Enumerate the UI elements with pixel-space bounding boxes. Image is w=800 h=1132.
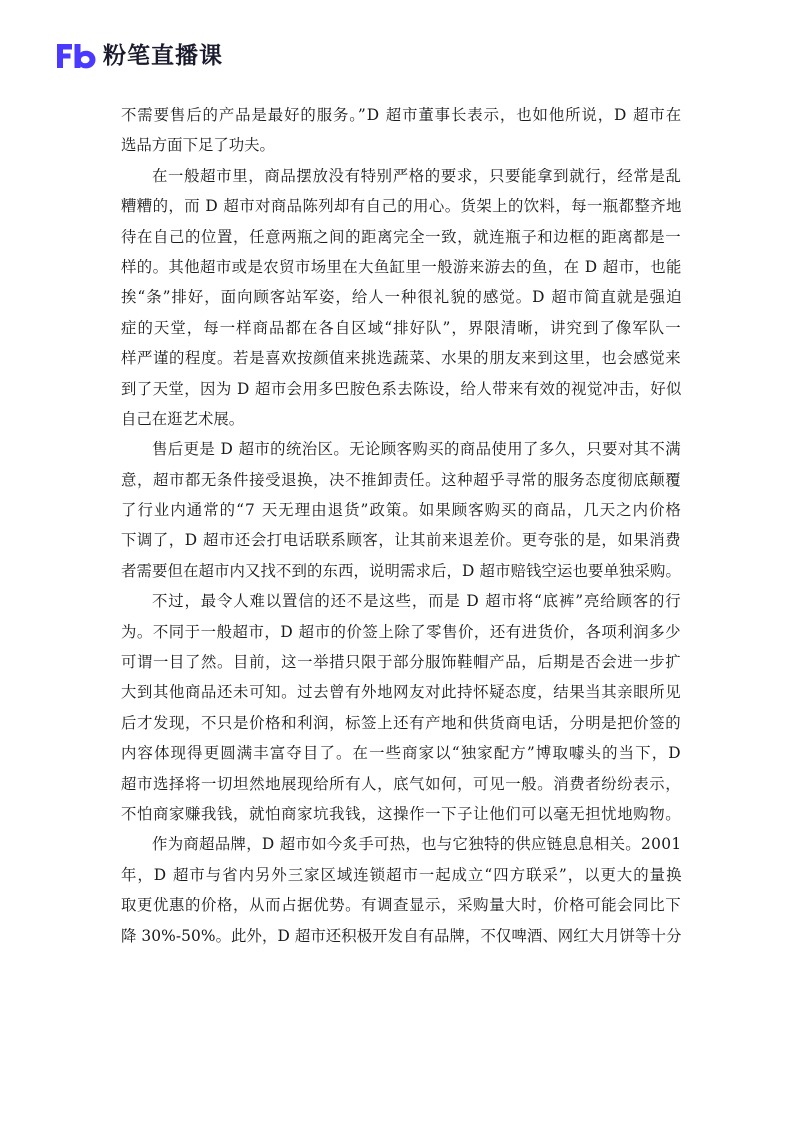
line-text: 糟糟的，而 D 超市对商品陈列却有自己的用心。货架上的饮料，每一瓶都整齐地 <box>121 197 682 216</box>
page-header <box>55 38 223 74</box>
line-text: 不需要售后的产品是最好的服务。”D 超市董事长表示，也如他所说，D 超市在 <box>121 106 683 124</box>
line-text: 者需要但在超市内又找不到的东西，说明需求后，D 超市赔钱空运也要单独采购。 <box>121 561 682 580</box>
paragraph-line <box>121 282 681 312</box>
paragraph-line <box>121 921 681 951</box>
paragraph-line <box>121 374 681 404</box>
line-text: 不怕商家赚我钱，就怕商家坑我钱，这操作一下子让他们可以毫无担忧地购物。 <box>121 804 682 823</box>
paragraph-line <box>121 556 681 586</box>
line-text: 内容体现得更圆满丰富夺目了。在一些商家以“独家配方”博取噱头的当下，D <box>121 744 682 763</box>
brand-name: 粉笔直播课 <box>103 43 223 69</box>
paragraph-line <box>121 434 681 464</box>
line-text: 年，D 超市与省内另外三家区域连锁超市一起成立“四方联采”，以更大的量换 <box>121 865 683 884</box>
line-text: 售后更是 D 超市的统治区。无论顾客购买的商品使用了多久，只要对其不满 <box>152 440 682 459</box>
line-text: 了行业内通常的“7 天无理由退货”政策。如果顾客购买的商品，几天之内价格 <box>121 501 682 520</box>
paragraph-line <box>121 191 681 221</box>
paragraph-line <box>121 404 681 434</box>
paragraph-line <box>121 465 681 495</box>
paragraph-line <box>121 222 681 252</box>
paragraph-line <box>121 769 681 799</box>
paragraph-line <box>121 890 681 920</box>
paragraph-line <box>121 252 681 282</box>
line-text: 可谓一目了然。目前，这一举措只限于部分服饰鞋帽产品，后期是否会进一步扩 <box>121 653 682 672</box>
line-text: 不过，最令人难以置信的还不是这些，而是 D 超市将“底裤”亮给顾客的行 <box>152 592 682 611</box>
paragraph-line <box>121 495 681 525</box>
line-text: 大到其他商品还未可知。过去曾有外地网友对此持怀疑态度，结果当其亲眼所见 <box>121 683 682 702</box>
fb-logo-icon <box>55 41 99 71</box>
paragraph-line <box>121 738 681 768</box>
line-text: 作为商超品牌，D 超市如今炙手可热，也与它独特的供应链息息相关。2001 <box>152 835 682 854</box>
paragraph-line <box>121 313 681 343</box>
paragraph-line <box>121 708 681 738</box>
line-text: 选品方面下足了功夫。 <box>121 136 275 155</box>
paragraph-line <box>121 130 681 160</box>
line-text: 待在自己的位置，任意两瓶之间的距离完全一致，就连瓶子和边框的距离都是一 <box>121 227 682 246</box>
line-text: 意，超市都无条件接受退换，决不推卸责任。这种超乎寻常的服务态度彻底颠覆 <box>121 470 682 489</box>
line-text: 在一般超市里，商品摆放没有特别严格的要求，只要能拿到就行，经常是乱 <box>152 166 682 185</box>
line-text: 自己在逛艺术展。 <box>121 409 245 428</box>
line-text: 为。不同于一般超市，D 超市的价签上除了零售价，还有进货价，各项利润多少 <box>121 622 682 641</box>
paragraph-line <box>121 829 681 859</box>
paragraph-line <box>121 860 681 890</box>
line-text: 取更优惠的价格，从而占据优势。有调查显示，采购量大时，价格可能会同比下 <box>121 896 682 915</box>
line-text: 后才发现，不只是价格和利润，标签上还有产地和供货商电话，分明是把价签的 <box>121 713 682 732</box>
paragraph-line <box>121 586 681 616</box>
line-text: 挨“条”排好，面向顾客站军姿，给人一种很礼貌的感觉。D 超市简直就是强迫 <box>121 288 683 307</box>
paragraph-line <box>121 161 681 191</box>
line-text: 样的。其他超市或是农贸市场里在大鱼缸里一般游来游去的鱼，在 D 超市，也能 <box>121 257 682 276</box>
line-text: 下调了，D 超市还会打电话联系顾客，让其前来退差价。更夸张的是，如果消费 <box>121 531 682 550</box>
paragraph-line <box>121 799 681 829</box>
paragraph-line <box>121 617 681 647</box>
paragraph-line <box>121 647 681 677</box>
paragraph-line <box>121 343 681 373</box>
line-text: 症的天堂，每一样商品都在各自区域“排好队”，界限清晰，讲究到了像军队一 <box>121 318 682 337</box>
line-text: 样严谨的程度。若是喜欢按颜值来挑选蔬菜、水果的朋友来到这里，也会感觉来 <box>121 349 682 368</box>
line-text: 到了天堂，因为 D 超市会用多巴胺色系去陈设，给人带来有效的视觉冲击，好似 <box>121 379 682 398</box>
line-text: 超市选择将一切坦然地展现给所有人，底气如何，可见一般。消费者纷纷表示， <box>121 774 682 793</box>
paragraph-line <box>121 100 681 130</box>
line-text: 降 30%-50%。此外，D 超市还积极开发自有品牌，不仅啤酒、网红大月饼等十分 <box>121 926 682 945</box>
article-body <box>121 100 681 951</box>
paragraph-line <box>121 525 681 555</box>
paragraph-line <box>121 677 681 707</box>
